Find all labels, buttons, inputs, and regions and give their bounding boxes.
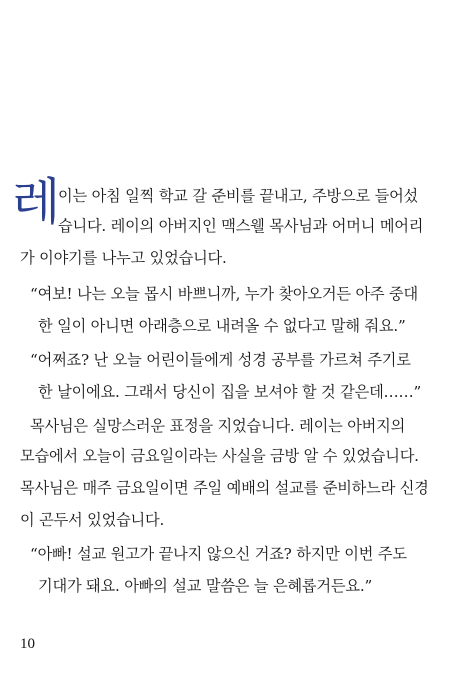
text-line: 모습에서 오늘이 금요일이라는 사실을 금방 알 수 있었습니다. bbox=[20, 447, 419, 465]
page-number: 10 bbox=[20, 636, 35, 652]
text-line: 이는 아침 일찍 학교 갈 준비를 끝내고, 주방으로 들어섰 bbox=[58, 187, 419, 205]
text-line: 이 곤두서 있었습니다. bbox=[20, 511, 165, 529]
text-line: 가 이야기를 나누고 있었습니다. bbox=[20, 249, 227, 267]
text-line: 목사님은 매주 금요일이면 주일 예배의 설교를 준비하느라 신경 bbox=[20, 479, 429, 497]
text-line: 한 날이에요. 그래서 당신이 집을 보셔야 할 것 같은데……” bbox=[38, 383, 422, 401]
text-line: “어쩌죠? 난 오늘 어린이들에게 성경 공부를 가르쳐 주기로 bbox=[30, 351, 411, 369]
text-line: 한 일이 아니면 아래층으로 내려올 수 없다고 말해 줘요.” bbox=[38, 317, 406, 335]
text-line: “여보! 나는 오늘 몹시 바쁘니까, 누가 찾아오거든 아주 중대 bbox=[30, 285, 418, 303]
text-line: 목사님은 실망스러운 표정을 지었습니다. 레이는 아버지의 bbox=[30, 417, 406, 435]
text-line: “아빠! 설교 원고가 끝나지 않으신 거죠? 하지만 이번 주도 bbox=[30, 545, 407, 563]
text-line: 습니다. 레이의 아버지인 맥스웰 목사님과 어머니 메어리 bbox=[58, 217, 424, 235]
drop-cap: 레 bbox=[12, 173, 61, 231]
text-line: 기대가 돼요. 아빠의 설교 말씀은 늘 은혜롭거든요.” bbox=[38, 577, 373, 595]
